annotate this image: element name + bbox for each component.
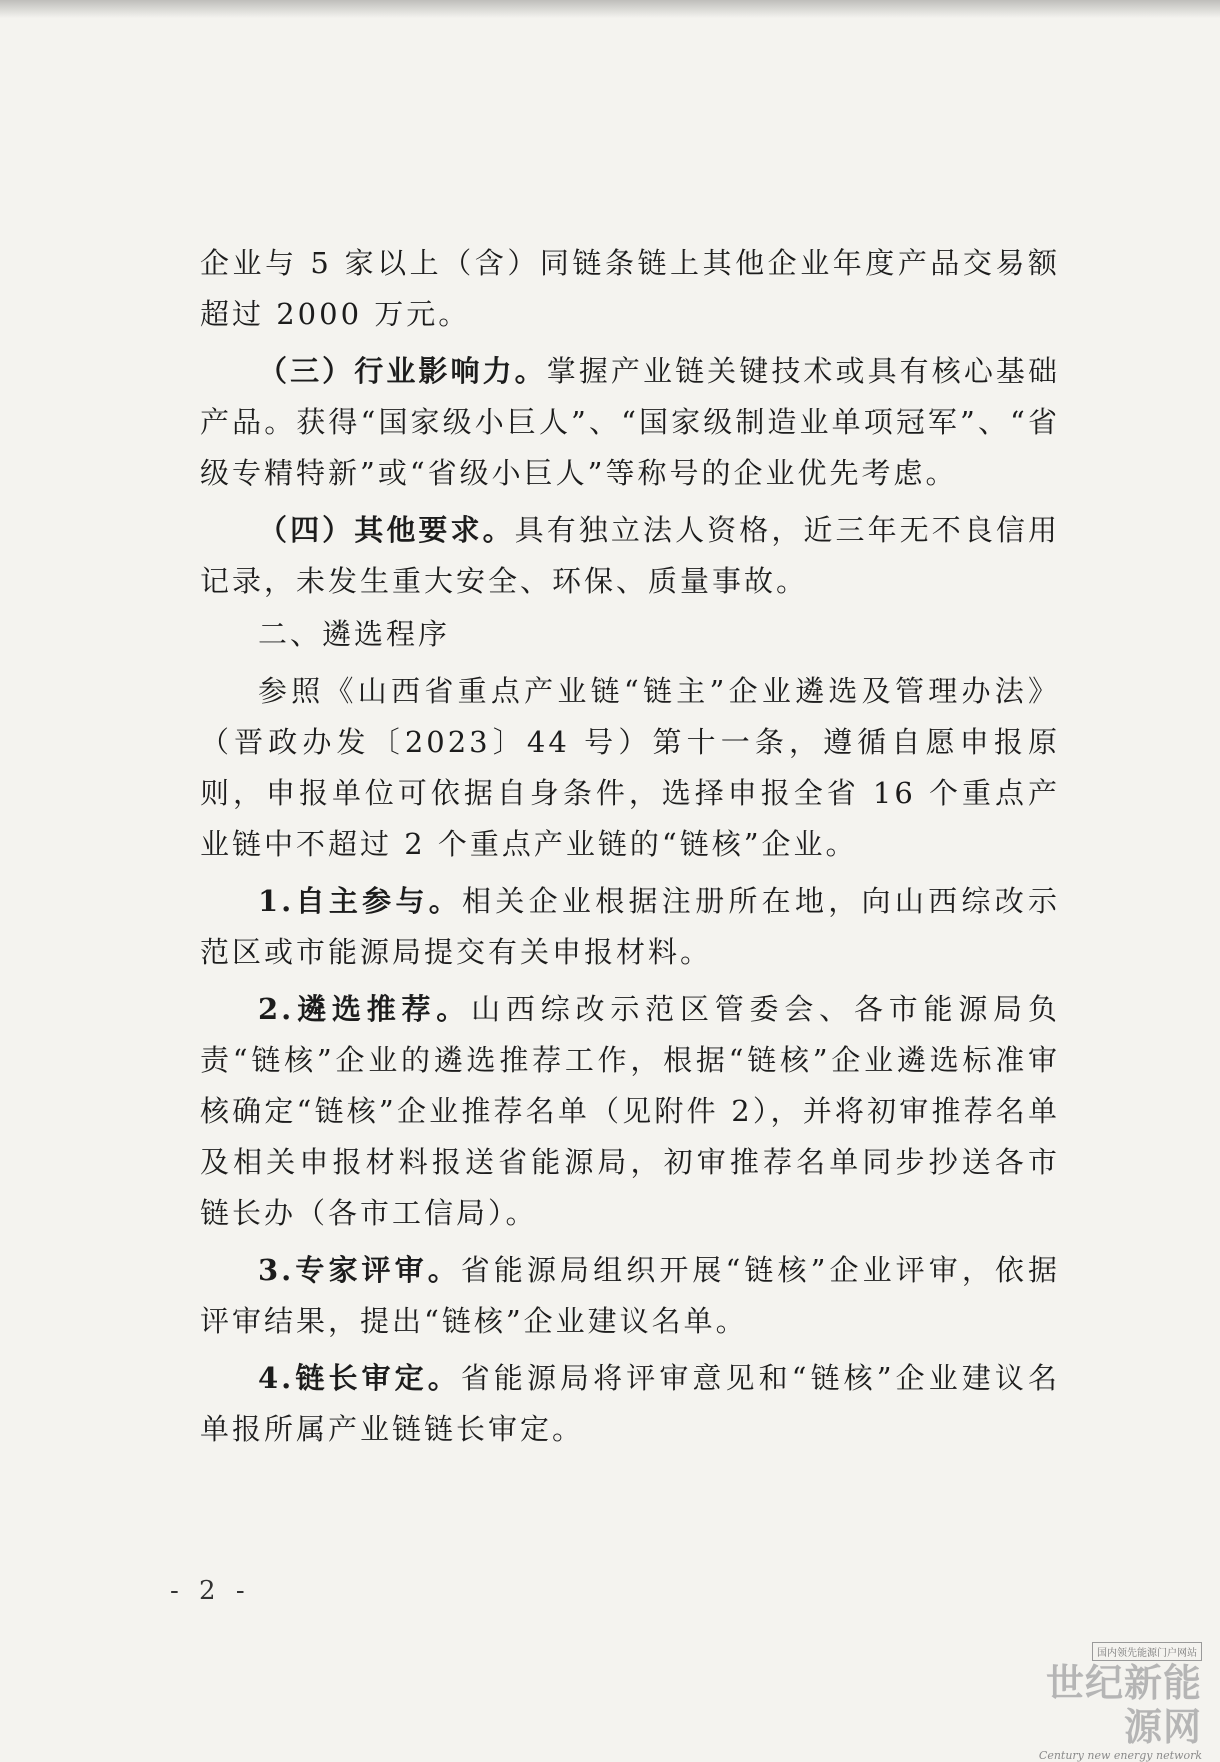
paragraph-step-4: [200, 1353, 1060, 1455]
step-3-body: 省能源局组织开展“链核”企业评审，依据评审结果，提出“链核”企业建议名单。: [200, 1253, 1060, 1338]
paragraph-step-3: [200, 1245, 1060, 1347]
section-lead-other-requirements: （四）其他要求。: [258, 513, 515, 547]
scan-top-edge: [0, 0, 1220, 18]
watermark-title: 世纪新能源网: [1045, 1661, 1202, 1749]
step-2-lead: 2.遴选推荐。: [258, 992, 472, 1026]
step-1-lead: 1.自主参与。: [258, 884, 463, 918]
watermark-banner: 国内领先能源门户网站: [1092, 1642, 1202, 1661]
step-4-body: 省能源局将评审意见和“链核”企业建议名单报所属产业链链长审定。: [200, 1361, 1060, 1446]
paragraph-step-2: [200, 984, 1060, 1239]
paragraph-industry-influence: [200, 346, 1060, 499]
section-body-industry-influence: 掌握产业链关键技术或具有核心基础产品。获得“国家级小巨人”、“国家级制造业单项冠军”、“省级专精特新”或“省级小巨人”等称号的企业优先考虑。: [200, 354, 1060, 490]
paragraph-step-1: [200, 876, 1060, 978]
document-body: [200, 238, 1060, 1455]
step-2-body: 山西综改示范区管委会、各市能源局负责“链核”企业的遴选推荐工作，根据“链核”企业遴选标准审核确定“链核”企业推荐名单（见附件 2），并将初审推荐名单及相关申报材料报送省能源局，初审推荐名单同步抄送各市链长办（各市工信局）。: [200, 992, 1060, 1230]
paragraph-other-requirements: [200, 505, 1060, 607]
heading-selection-procedure: 二、遴选程序: [258, 617, 451, 651]
watermark-subtitle: Century new energy network: [1038, 1749, 1202, 1762]
site-watermark: [1012, 1641, 1202, 1762]
section-body-other-requirements: 具有独立法人资格，近三年无不良信用记录，未发生重大安全、环保、质量事故。: [200, 513, 1060, 598]
step-4-lead: 4.链长审定。: [258, 1361, 461, 1395]
page-number: - 2 -: [170, 1576, 251, 1606]
paragraph-reference-rules: 参照《山西省重点产业链“链主”企业遴选及管理办法》（晋政办发〔2023〕44 号）第十一条，遵循自愿申报原则，申报单位可依据自身条件，选择申报全省 16 个重点产业链中不超过 2 个重点产业链的“链核”企业。: [200, 674, 1060, 861]
step-1-body: 相关企业根据注册所在地，向山西综改示范区或市能源局提交有关申报材料。: [200, 884, 1060, 969]
paragraph-trade-volume: 企业与 5 家以上（含）同链条链上其他企业年度产品交易额超过 2000 万元。: [200, 246, 1060, 331]
step-3-lead: 3.专家评审。: [258, 1253, 461, 1287]
section-lead-industry-influence: （三）行业影响力。: [258, 354, 547, 388]
